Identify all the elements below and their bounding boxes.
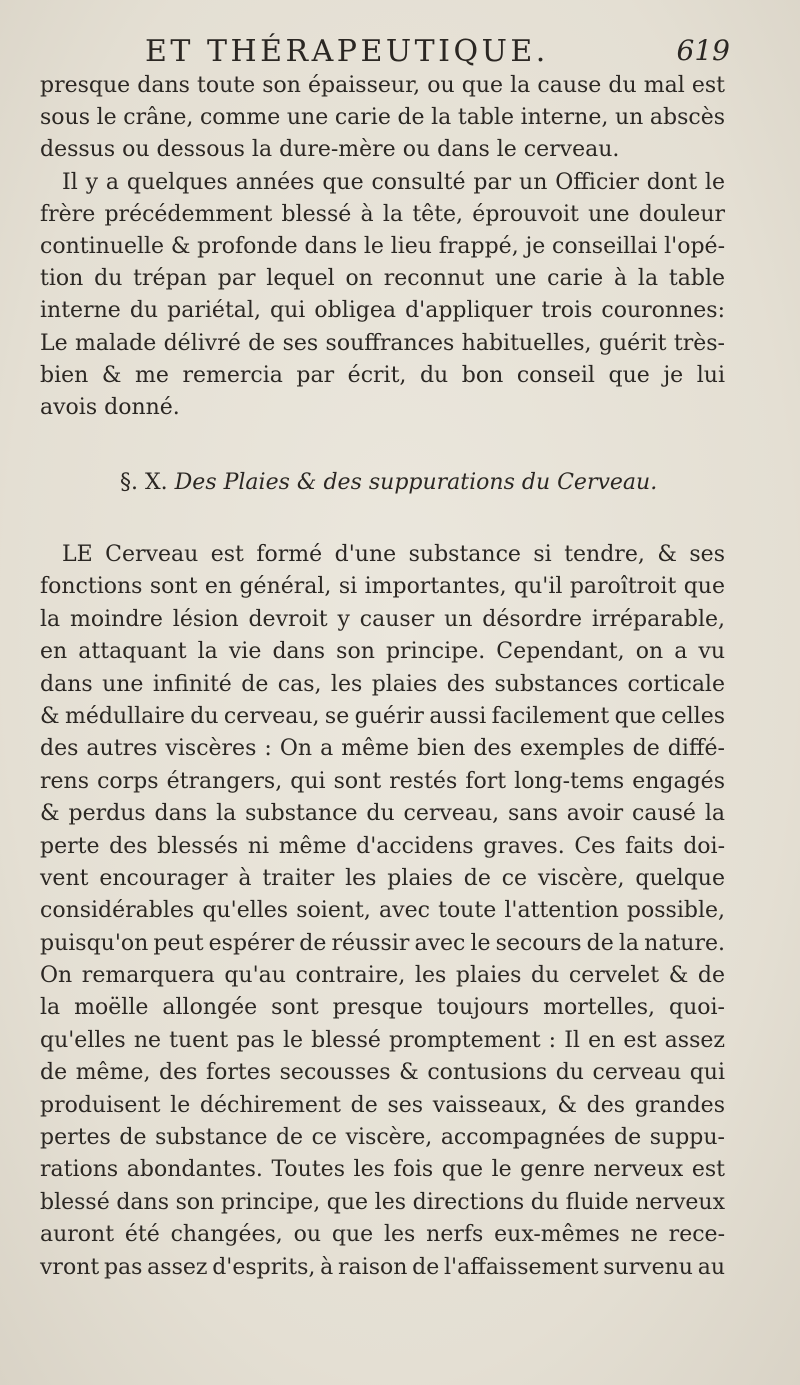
- text-line: Le malade délivré de ses souffrances habituelles, guérit très-: [40, 330, 725, 356]
- text-line: dessus ou dessous la dure-mère ou dans le cerveau.: [40, 137, 620, 163]
- text-line: & médullaire du cerveau, se guérir aussi facilement que celles: [40, 703, 726, 729]
- section-heading: [120, 470, 680, 495]
- text-line: Il y a quelques années que consulté par un Officier dont le: [62, 169, 725, 195]
- text-line: auront été changées, ou que les nerfs eux-mêmes ne rece-: [40, 1222, 725, 1248]
- text-line: presque dans toute son épaisseur, ou que la cause du mal est: [40, 73, 725, 98]
- text-line: pertes de substance de ce viscère, accompagnées de suppu-: [40, 1125, 725, 1151]
- text-line: la moëlle allongée sont presque toujours mortelles, quoi-: [40, 995, 725, 1021]
- text-line: blessé dans son principe, que les directions du fluide nerveux: [40, 1189, 725, 1215]
- text-line: puisqu'on peut espérer de réussir avec le secours de la nature.: [40, 930, 725, 956]
- text-line: rations abondantes. Toutes les fois que le genre nerveux est: [40, 1157, 725, 1183]
- text-line: & perdus dans la substance du cerveau, sans avoir causé la: [40, 801, 725, 827]
- text-line: continuelle & profonde dans le lieu frappé, je conseillai l'opé-: [40, 233, 725, 259]
- running-title: ET THÉRAPEUTIQUE.: [145, 34, 549, 69]
- text-line: On remarquera qu'au contraire, les plaies du cervelet & de: [40, 963, 725, 989]
- text-line: en attaquant la vie dans son principe. Cependant, on a vu: [40, 639, 725, 665]
- section-number: §. X.: [120, 470, 168, 495]
- text-line: de même, des fortes secousses & contusions du cerveau qui: [40, 1060, 725, 1086]
- text-line: tion du trépan par lequel on reconnut une carie à la table: [40, 266, 725, 292]
- text-line: sous le crâne, comme une carie de la table interne, un abscès: [40, 105, 725, 131]
- text-line: perte des blessés ni même d'accidens graves. Ces faits doi-: [40, 833, 725, 859]
- text-line: dans une infinité de cas, les plaies des substances corticale: [40, 671, 725, 697]
- text-line: des autres viscères : On a même bien des exemples de diffé-: [40, 736, 725, 762]
- text-line: considérables qu'elles soient, avec toute l'attention possible,: [40, 898, 725, 924]
- page-number: 619: [676, 34, 730, 67]
- top-paragraphs: [40, 70, 725, 424]
- text-line: rens corps étrangers, qui sont restés fort long-tems engagés: [40, 768, 725, 794]
- text-line: fonctions sont en général, si importantes, qu'il paroîtroit que: [40, 574, 725, 600]
- text-line: LE Cerveau est formé d'une substance si tendre, & ses: [62, 542, 725, 567]
- page-header: [40, 34, 730, 74]
- text-line: qu'elles ne tuent pas le blessé promptement : Il en est assez: [40, 1027, 725, 1053]
- text-line: bien & me remercia par écrit, du bon conseil que je lui: [40, 362, 725, 388]
- text-line: frère précédemment blessé à la tête, éprouvoit une douleur: [40, 201, 725, 227]
- text-line: avois donné.: [40, 394, 180, 420]
- text-line: interne du pariétal, qui obligea d'appliquer trois couronnes:: [40, 298, 725, 324]
- text-line: la moindre lésion devroit y causer un désordre irréparable,: [40, 606, 725, 632]
- text-line: vent encourager à traiter les plaies de ce viscère, quelque: [40, 865, 725, 891]
- text-line: produisent le déchirement de ses vaisseaux, & des grandes: [40, 1092, 725, 1118]
- section-title: Des Plaies & des suppurations du Cerveau.: [174, 470, 658, 495]
- body-paragraph: [40, 539, 725, 1284]
- text-line: vront pas assez d'esprits, à raison de l'affaissement survenu au: [40, 1254, 725, 1280]
